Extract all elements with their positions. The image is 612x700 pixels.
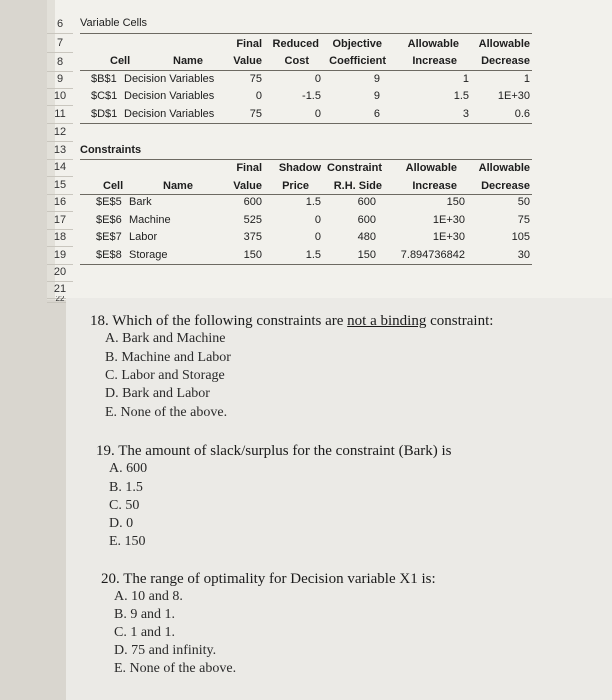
question-text: The range of optimality for Decision variable X1 is: xyxy=(123,571,436,587)
reduced-cost: -1.5 xyxy=(302,90,321,102)
question-text: constraint: xyxy=(426,313,494,329)
col-header: Decrease xyxy=(481,180,530,192)
col-header: Value xyxy=(233,180,262,192)
cell-name: Decision Variables xyxy=(124,90,215,102)
col-header: Final xyxy=(236,162,262,174)
col-header: Cost xyxy=(284,55,309,67)
question-18 xyxy=(90,313,493,330)
allowable-decrease: 75 xyxy=(517,214,530,226)
answer-option: D. 75 and infinity. xyxy=(114,643,217,658)
answer-option: B. Machine and Labor xyxy=(105,350,231,365)
shadow-price: 0 xyxy=(314,214,321,226)
allowable-decrease: 50 xyxy=(517,196,530,208)
row-number: 12 xyxy=(47,124,73,142)
row-number: 16 xyxy=(47,194,73,212)
col-header: Constraint xyxy=(327,162,382,174)
row-number: 13 xyxy=(47,142,73,160)
answer-option: A. 600 xyxy=(109,461,148,476)
divider xyxy=(80,123,532,124)
cell-name: Labor xyxy=(129,231,158,243)
answer-option: D. Bark and Labor xyxy=(105,386,210,401)
cell-ref: $D$1 xyxy=(91,108,118,120)
row-number: 18 xyxy=(47,229,73,247)
final-value: 375 xyxy=(243,231,262,243)
col-header: Allowable xyxy=(478,162,530,174)
col-header: Name xyxy=(173,55,203,67)
allowable-increase: 1.5 xyxy=(453,90,469,102)
answer-option: C. Labor and Storage xyxy=(105,368,225,383)
allowable-decrease: 1 xyxy=(523,73,530,85)
divider xyxy=(80,264,532,265)
final-value: 150 xyxy=(243,249,262,261)
answer-option: B. 1.5 xyxy=(109,480,143,495)
col-header: Cell xyxy=(110,55,131,67)
answer-option: E. 150 xyxy=(109,534,146,549)
constraints-title: Constraints xyxy=(80,144,142,156)
question-number: 19. xyxy=(96,443,115,459)
question-text: The amount of slack/surplus for the constraint (Bark) is xyxy=(118,443,452,459)
final-value: 75 xyxy=(249,108,262,120)
rhs: 150 xyxy=(357,249,376,261)
allowable-increase: 1E+30 xyxy=(432,214,465,226)
answer-option: D. 0 xyxy=(109,516,134,531)
col-header: Price xyxy=(282,180,309,192)
col-header: Coefficient xyxy=(329,55,386,67)
question-text-underlined: not a binding xyxy=(347,313,427,329)
rhs: 600 xyxy=(357,196,376,208)
divider xyxy=(80,33,532,34)
question-19 xyxy=(96,443,452,460)
row-number: 19 xyxy=(47,247,73,265)
row-number: 9 xyxy=(47,71,73,89)
col-header: Allowable xyxy=(405,162,457,174)
col-header: Allowable xyxy=(478,38,530,50)
reduced-cost: 0 xyxy=(314,73,321,85)
col-header: R.H. Side xyxy=(333,180,382,192)
col-header: Increase xyxy=(412,55,457,67)
col-header: Decrease xyxy=(481,55,530,67)
answer-option: E. None of the above. xyxy=(114,661,237,676)
question-20 xyxy=(101,571,436,588)
shadow-price: 1.5 xyxy=(305,249,321,261)
final-value: 600 xyxy=(243,196,262,208)
allowable-decrease: 30 xyxy=(517,249,530,261)
row-number: 6 xyxy=(47,16,73,34)
row-number: 21 xyxy=(47,281,73,299)
cell-ref: $E$6 xyxy=(96,214,122,226)
rhs: 480 xyxy=(357,231,376,243)
allowable-increase: 7.894736842 xyxy=(400,249,465,261)
shadow-price: 0 xyxy=(314,231,321,243)
col-header: Cell xyxy=(103,180,124,192)
row-number: 11 xyxy=(47,106,73,124)
cell-name: Decision Variables xyxy=(124,108,215,120)
cell-ref: $E$7 xyxy=(96,231,122,243)
row-number: 14 xyxy=(47,159,73,177)
col-header: Final xyxy=(236,38,262,50)
col-header: Increase xyxy=(412,180,457,192)
allowable-decrease: 0.6 xyxy=(514,108,530,120)
cell-name: Decision Variables xyxy=(124,73,215,85)
row-number: 17 xyxy=(47,212,73,230)
col-header: Reduced xyxy=(272,38,319,50)
reduced-cost: 0 xyxy=(314,108,321,120)
cell-ref: $E$5 xyxy=(96,196,122,208)
rhs: 600 xyxy=(357,214,376,226)
row-number: 15 xyxy=(47,177,73,195)
row-number: 7 xyxy=(47,35,73,53)
question-number: 20. xyxy=(101,571,120,587)
allowable-increase: 1 xyxy=(462,73,469,85)
allowable-increase: 150 xyxy=(446,196,465,208)
cell-ref: $E$8 xyxy=(96,249,122,261)
final-value: 75 xyxy=(249,73,262,85)
final-value: 0 xyxy=(255,90,262,102)
answer-option: C. 1 and 1. xyxy=(114,625,176,640)
cell-name: Bark xyxy=(129,196,152,208)
row-number: 8 xyxy=(47,54,73,72)
answer-option: A. 10 and 8. xyxy=(114,589,183,604)
col-header: Objective xyxy=(332,38,382,50)
allowable-decrease: 1E+30 xyxy=(497,90,530,102)
final-value: 525 xyxy=(243,214,262,226)
answer-option: E. None of the above. xyxy=(105,405,228,420)
answer-option: C. 50 xyxy=(109,498,140,513)
row-number: 20 xyxy=(47,264,73,282)
objective-coefficient: 9 xyxy=(373,73,380,85)
col-header: Allowable xyxy=(407,38,459,50)
cell-ref: $B$1 xyxy=(91,73,117,85)
cell-ref: $C$1 xyxy=(91,90,118,102)
col-header: Value xyxy=(233,55,262,67)
allowable-increase: 1E+30 xyxy=(432,231,465,243)
objective-coefficient: 9 xyxy=(373,90,380,102)
cell-name: Machine xyxy=(129,214,171,226)
answer-option: B. 9 and 1. xyxy=(114,607,176,622)
shadow-price: 1.5 xyxy=(305,196,321,208)
row-number: 10 xyxy=(47,88,73,106)
allowable-decrease: 105 xyxy=(511,231,530,243)
question-number: 18. xyxy=(90,313,109,329)
row-number: 22 xyxy=(47,296,73,303)
variable-cells-title: Variable Cells xyxy=(80,17,148,29)
allowable-increase: 3 xyxy=(462,108,469,120)
objective-coefficient: 6 xyxy=(373,108,380,120)
cell-name: Storage xyxy=(129,249,168,261)
answer-option: A. Bark and Machine xyxy=(105,331,226,346)
col-header: Name xyxy=(163,180,193,192)
col-header: Shadow xyxy=(278,162,321,174)
question-text: Which of the following constraints are xyxy=(112,313,348,329)
